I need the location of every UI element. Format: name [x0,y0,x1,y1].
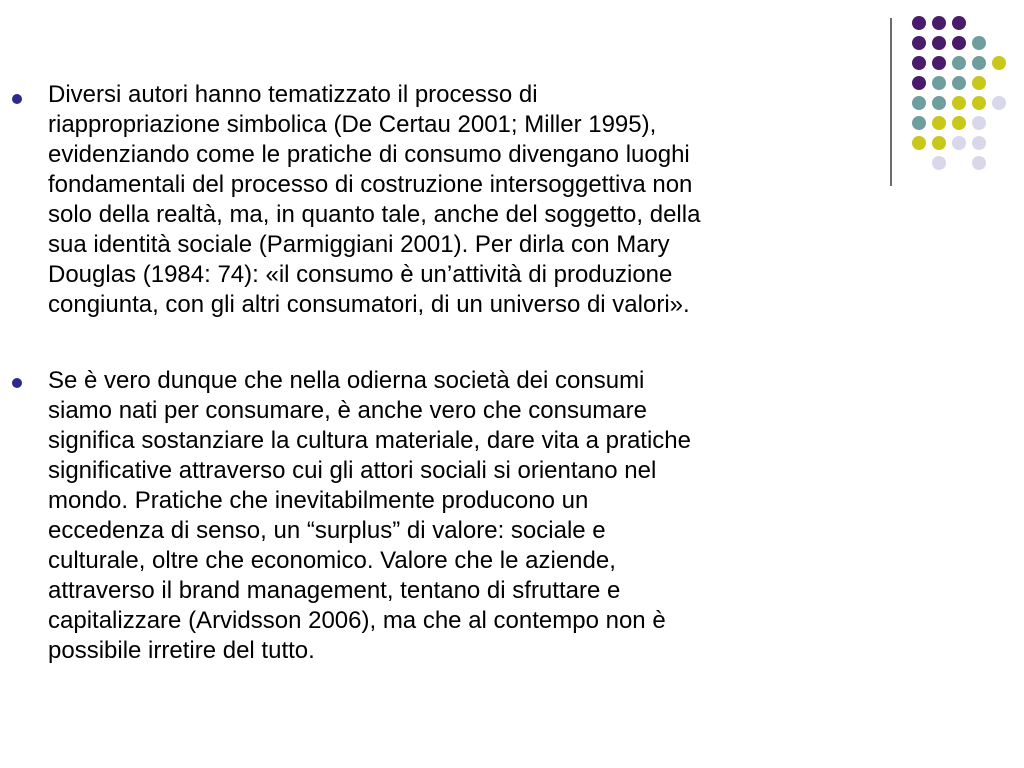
bullet-text: Diversi autori hanno tematizzato il processo di riappropriazione simbolica (De Certau 2001; Miller 1995), evidenziando come le pratiche di consumo divengano luoghi fondamentali del processo di costruzione intersoggettiva non solo della realtà, ma, in quanto tale, anche del soggetto, della sua identità sociale (Parmiggiani 2001). Per dirla con Mary Douglas (1984: 74): «il consumo è un’attività di produzione congiunta, con gli altri consumatori, di un universo di valori». [48,81,701,318]
bullet-item [0,366,1024,676]
bullet-dot-icon [12,378,22,388]
bullet-item [0,80,1024,330]
bullet-text: Se è vero dunque che nella odierna società dei consumi siamo nati per consumare, è anche vero che consumare significa sostanziare la cultura materiale, dare vita a pratiche significative attraverso cui gli attori sociali si orientano nel mondo. Pratiche che inevitabilmente producono un eccedenza di senso, un “surplus” di valore: sociale e culturale, oltre che economico. Valore che le aziende, attraverso il brand management, tentano di sfruttare e capitalizzare (Arvidsson 2006), ma che al contempo non è possibile irretire del tutto. [48,367,691,664]
bullet-dot-icon [12,94,22,104]
